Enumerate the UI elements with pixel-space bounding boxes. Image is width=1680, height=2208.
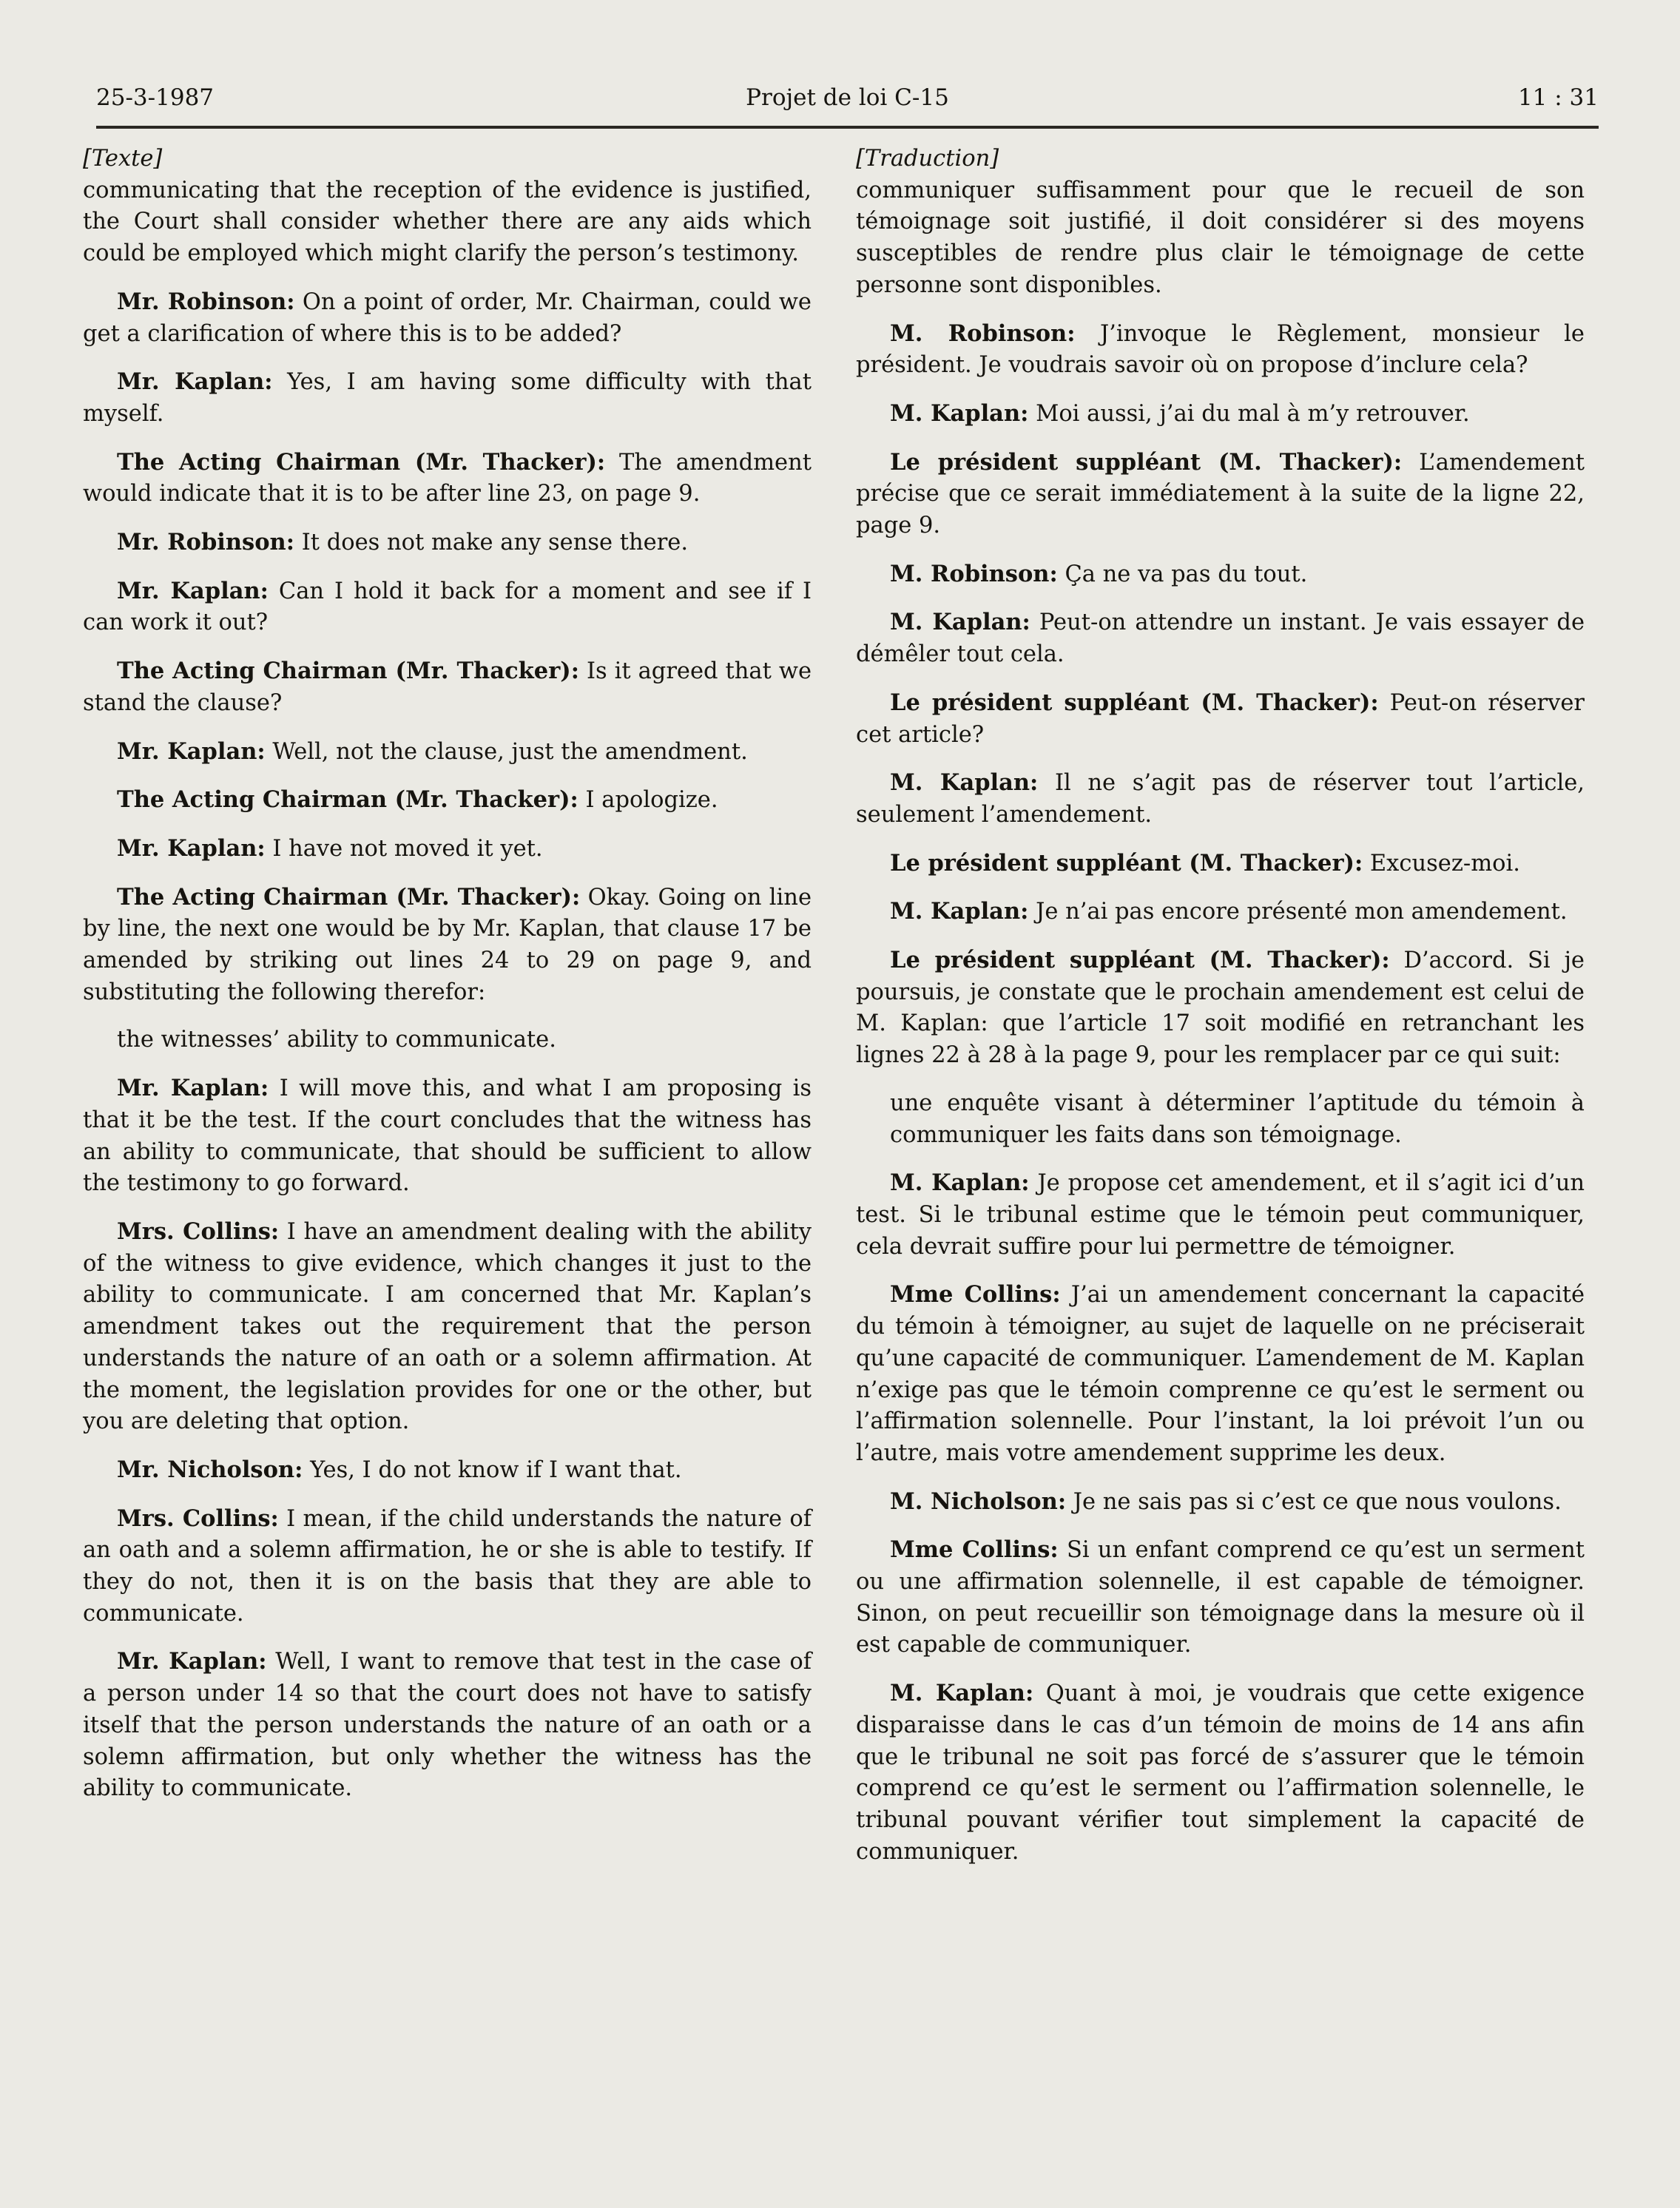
- paragraph: [856, 1486, 1585, 1519]
- speaker-name: Le président suppléant (M. Thacker):: [890, 947, 1390, 974]
- amendment-quote: [856, 1088, 1585, 1151]
- paragraph-text: Can I hold it back for a moment and see if I can work it out?: [83, 578, 812, 636]
- paragraph-text: une enquête visant à déterminer l’aptitude du témoin à communiquer les faits dans son témoignage.: [890, 1090, 1585, 1148]
- paragraph-text: I have an amendment dealing with the ability of the witness to give evidence, which changes it just to the ability to communicate. I am concerned that Mr. Kaplan’s amendment takes out the requirement that the person understands the nature of an oath or a solemn affirmation. At the moment, the legislation provides for one or the other, but you are deleting that option.: [83, 1218, 812, 1435]
- section-label-texte: [Texte]: [83, 146, 163, 172]
- paragraph-text: Peut-on attendre un instant. Je vais essayer de démêler tout cela.: [856, 610, 1585, 668]
- speaker-name: M. Kaplan:: [890, 1680, 1034, 1707]
- speaker-name: Mme Collins:: [890, 1281, 1061, 1309]
- speaker-name: Mme Collins:: [890, 1536, 1059, 1564]
- paragraph: [856, 175, 1585, 302]
- paragraph-text: Je propose cet amendement, et il s’agit ici d’un test. Si le tribunal estime que le témoin peut communiquer, cela devrait suffire pour lui permettre de témoigner.: [856, 1170, 1585, 1260]
- speaker-name: Mr. Robinson:: [117, 288, 295, 315]
- paragraph: [83, 447, 812, 510]
- paragraph-text: Il ne s’agit pas de réserver tout l’article, seulement l’amendement.: [856, 770, 1585, 828]
- paragraph: [856, 687, 1585, 751]
- speaker-name: Mrs. Collins:: [117, 1218, 280, 1245]
- section-label-traduction: [Traduction]: [856, 146, 999, 172]
- paragraph-text: Okay. Going on line by line, the next one would be by Mr. Kaplan, that clause 17 be amended by striking out lines 24 to 29 on page 9, and substituting the following therefor:: [83, 884, 812, 1005]
- paragraph: [856, 848, 1585, 880]
- paragraph-text: I have not moved it yet.: [272, 835, 543, 862]
- speaker-name: The Acting Chairman (Mr. Thacker):: [117, 448, 606, 476]
- speaker-name: Le président suppléant (M. Thacker):: [890, 849, 1363, 877]
- paragraph-text: The amendment would indicate that it is to be after line 23, on page 9.: [83, 449, 812, 507]
- paragraph: [83, 1073, 812, 1200]
- paragraph: [856, 1678, 1585, 1868]
- paragraph: [83, 655, 812, 719]
- speaker-name: Mr. Kaplan:: [117, 834, 266, 862]
- paragraph: [856, 447, 1585, 542]
- french-column: [856, 139, 1585, 1884]
- paragraph: [83, 784, 812, 817]
- paragraph: [83, 1454, 812, 1487]
- speaker-name: Mr. Kaplan:: [117, 368, 273, 396]
- paragraph: [83, 286, 812, 350]
- paragraph-text: Peut-on réserver cet article?: [856, 689, 1585, 748]
- paragraph: [83, 1216, 812, 1438]
- speaker-name: The Acting Chairman (Mr. Thacker):: [117, 786, 578, 814]
- paragraph-text: Quant à moi, je voudrais que cette exigence disparaisse dans le cas d’un témoin de moins de 14 ans afin que le tribunal ne soit pas forcé de s’assurer que le témoin comprend ce qu’est le serment ou l’affirmation solennelle, le tribunal pouvant vérifier tout simplement la capacité de communiquer.: [856, 1681, 1585, 1865]
- paragraph: [856, 945, 1585, 1072]
- paragraph-text: I apologize.: [585, 787, 718, 814]
- speaker-name: Mr. Kaplan:: [117, 1648, 267, 1675]
- paragraph-text: Is it agreed that we stand the clause?: [83, 658, 812, 716]
- paragraph-text: L’amendement précise que ce serait immédiatement à la suite de la ligne 22, page 9.: [856, 449, 1585, 539]
- page-header: [96, 83, 1599, 120]
- speaker-name: Le président suppléant (M. Thacker):: [890, 448, 1403, 476]
- header-date: 25-3-1987: [96, 84, 215, 111]
- paragraph-text: Well, I want to remove that test in the case of a person under 14 so that the court does not have to satisfy itself that the person understands the nature of an oath or a solemn affirmation, but only whether the witness has the ability to communicate.: [83, 1649, 812, 1802]
- paragraph: [856, 1167, 1585, 1263]
- paragraph-text: I mean, if the child understands the nature of an oath and a solemn affirmation, he or she is able to testify. If they do not, then it is on the basis that they are able to communicate.: [83, 1505, 812, 1627]
- paragraph-text: Moi aussi, j’ai du mal à m’y retrouver.: [1036, 400, 1470, 427]
- paragraph: [83, 366, 812, 430]
- paragraph-text: Si un enfant comprend ce qu’est un serment ou une affirmation solennelle, il est capable de témoigner. Sinon, on peut recueillir son témoignage dans la mesure où il est capable de communiquer.: [856, 1537, 1585, 1658]
- paragraph-text: On a point of order, Mr. Chairman, could we get a clarification of where this is to be added?: [83, 288, 812, 347]
- speaker-name: M. Robinson:: [890, 320, 1076, 347]
- paragraph: [856, 398, 1585, 431]
- paragraph: [83, 1646, 812, 1805]
- paragraph-text: the witnesses’ ability to communicate.: [117, 1027, 556, 1053]
- speaker-name: M. Kaplan:: [890, 898, 1029, 925]
- header-title: Projet de loi C-15: [746, 84, 949, 111]
- paragraph-text: Excusez-moi.: [1369, 850, 1520, 877]
- paragraph-text: J’ai un amendement concernant la capacité du témoin à témoigner, au sujet de laquelle on ne préciserait qu’une capacité de communiquer. L’amendement de M. Kaplan n’exige pas que le témoin comprenne ce qu’est le serment ou l’affirmation solennelle. Pour l’instant, la loi prévoit l’un ou l’autre, mais votre amendement supprime les deux.: [856, 1282, 1585, 1466]
- speaker-name: M. Nicholson:: [890, 1488, 1067, 1515]
- speaker-name: Mrs. Collins:: [117, 1505, 279, 1532]
- paragraph-text: Ça ne va pas du tout.: [1065, 561, 1308, 587]
- header-page-number: 11 : 31: [1517, 84, 1599, 111]
- speaker-name: Mr. Kaplan:: [117, 1075, 269, 1102]
- paragraph-text: Je n’ai pas encore présenté mon amendement.: [1036, 899, 1568, 925]
- paragraph: [83, 833, 812, 865]
- paragraph: [83, 527, 812, 559]
- paragraph-text: communicating that the reception of the evidence is justified, the Court shall consider whether there are any aids which could be employed which might clarify the person’s testimony.: [83, 177, 812, 267]
- speaker-name: M. Kaplan:: [890, 399, 1029, 427]
- paragraph-text: I will move this, and what I am proposing is that it be the test. If the court concludes that the witness has an ability to communicate, that should be sufficient to allow the testimony to go forward.: [83, 1076, 812, 1197]
- paragraph-text: Yes, I do not know if I want that.: [310, 1456, 682, 1483]
- speaker-name: Mr. Robinson:: [117, 529, 294, 556]
- speaker-name: Mr. Kaplan:: [117, 577, 269, 604]
- speaker-name: Mr. Nicholson:: [117, 1456, 303, 1483]
- paragraph-text: It does not make any sense there.: [301, 530, 689, 556]
- paragraph-text: J’invoque le Règlement, monsieur le président. Je voudrais savoir où on propose d’inclure cela?: [856, 320, 1585, 379]
- paragraph: [83, 736, 812, 769]
- paragraph-text: communiquer suffisamment pour que le recueil de son témoignage soit justifié, il doit considérer si des moyens susceptibles de rendre plus clair le témoignage de cette personne sont disponibles.: [856, 177, 1585, 298]
- paragraph: [856, 558, 1585, 591]
- paragraph: [83, 175, 812, 270]
- paragraph: [856, 1279, 1585, 1469]
- paragraph: [856, 607, 1585, 670]
- paragraph: [856, 767, 1585, 831]
- speaker-name: M. Kaplan:: [890, 769, 1039, 797]
- speaker-name: Mr. Kaplan:: [117, 737, 266, 765]
- english-column: [83, 139, 812, 1821]
- paragraph-text: Well, not the clause, just the amendment.: [272, 738, 748, 765]
- speaker-name: M. Robinson:: [890, 560, 1058, 587]
- paragraph: [83, 882, 812, 1009]
- speaker-name: M. Kaplan:: [890, 609, 1030, 636]
- speaker-name: Le président suppléant (M. Thacker):: [890, 689, 1379, 716]
- paragraph-text: Je ne sais pas si c’est ce que nous voulons.: [1073, 1488, 1562, 1515]
- amendment-quote: [83, 1024, 812, 1056]
- speaker-name: M. Kaplan:: [890, 1169, 1030, 1197]
- speaker-name: The Acting Chairman (Mr. Thacker):: [117, 883, 581, 911]
- speaker-name: The Acting Chairman (Mr. Thacker):: [117, 658, 579, 685]
- paragraph-text: D’accord. Si je poursuis, je constate que le prochain amendement est celui de M. Kaplan: que l’article 17 soit modifié en retranchant les lignes 22 à 28 à la page 9, pour les remplacer par ce qui suit:: [856, 948, 1585, 1069]
- paragraph: [83, 575, 812, 639]
- paragraph-text: Yes, I am having some difficulty with that myself.: [83, 369, 812, 427]
- paragraph: [83, 1503, 812, 1630]
- paragraph: [856, 896, 1585, 928]
- header-rule: [96, 126, 1599, 129]
- paragraph: [856, 1534, 1585, 1661]
- paragraph: [856, 318, 1585, 382]
